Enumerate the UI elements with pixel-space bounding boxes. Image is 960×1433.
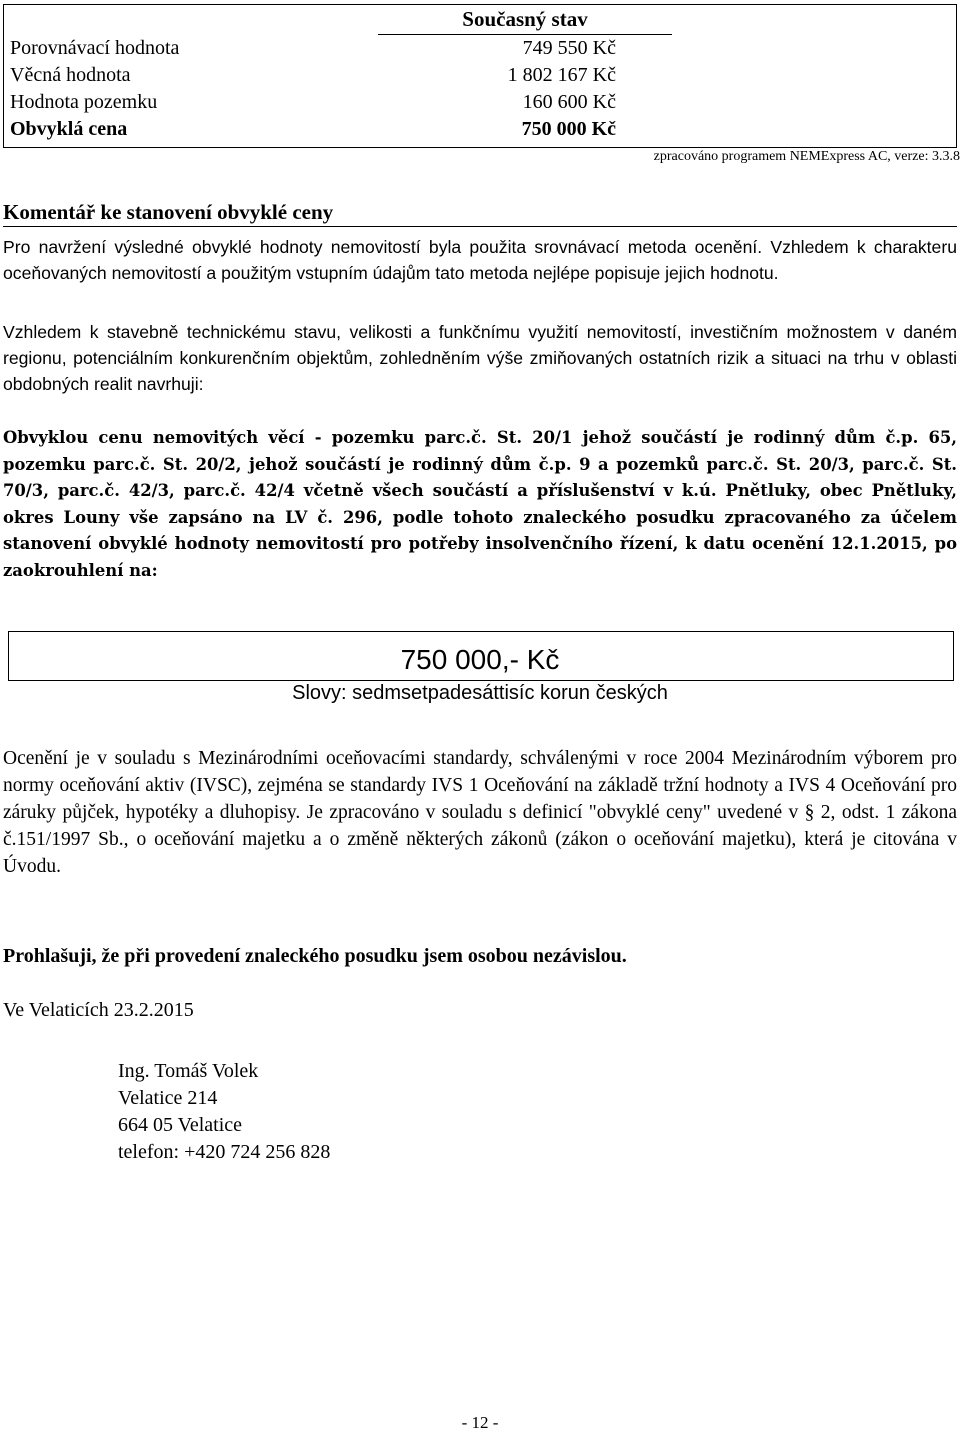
signatory-phone: telefon: +420 724 256 828	[118, 1141, 331, 1163]
signatory-city: 664 05 Velatice	[118, 1114, 243, 1136]
row-value-comparative: 749 550 Kč	[522, 37, 616, 59]
row-label-usual-price: Obvyklá cena	[10, 118, 128, 140]
page-number: - 12 -	[461, 1413, 499, 1432]
row-value-land: 160 600 Kč	[522, 91, 616, 113]
section-title-rule	[3, 226, 957, 227]
justification-paragraph: Vzhledem k stavebně technickému stavu, velikosti a funkčnímu využití nemovitostí, investičním možnostem v daném regionu, potenciálním konkurenčním objektům, zohledněním výše zmiňovaných ostatních rizik a situaci na trhu v oblasti obdobných realit navrhuji:	[3, 322, 957, 394]
row-value-material: 1 802 167 Kč	[507, 64, 616, 86]
row-label-land: Hodnota pozemku	[10, 91, 158, 113]
row-value-usual-price: 750 000 Kč	[521, 118, 616, 140]
column-header: Současný stav	[462, 7, 588, 31]
method-paragraph: Pro navržení výsledné obvyklé hodnoty nemovitostí byla použita srovnávací metoda ocenění. Vzhledem k charakteru oceňovaných nemovitostí a použitým vstupním údajům tato metoda nejlépe popisuje jejich hodnotu.	[3, 237, 957, 283]
proposal-paragraph: Obvyklou cenu nemovitých věcí - pozemku parc.č. St. 20/1 jehož součástí je rodinný dům č.p. 65, pozemku parc.č. St. 20/2, jehož součástí je rodinný dům č.p. 9 a pozemků parc.č. St. 20/3, parc.č. St. 70/3, parc.č. 42/3, parc.č. 42/4 včetně všech součástí a příslušenství v k.ú. Pnětluky, obec Pnětluky, okres Louny vše zapsáno na LV č. 296, podle tohoto znaleckého posudku zpracovaného za účelem stanovení obvyklé hodnoty nemovitostí pro potřeby insolvenčního řízení, k datu ocenění 12.1.2015, po zaokrouhlení na:	[3, 428, 957, 580]
independence-declaration: Prohlašuji, že při provedení znaleckého posudku jsem osobou nezávislou.	[3, 945, 627, 967]
software-note: zpracováno programem NEMExpress AC, verze: 3.3.8	[653, 149, 960, 164]
price-in-words: Slovy: sedmsetpadesáttisíc korun českých	[292, 682, 668, 704]
final-price: 750 000,- Kč	[400, 644, 560, 675]
row-label-material: Věcná hodnota	[10, 64, 131, 86]
standards-paragraph: Ocenění je v souladu s Mezinárodními oceňovacími standardy, schválenými v roce 2004 Mezinárodním výborem pro normy oceňování aktiv (IVSC), zejména se standardy IVS 1 Oceňování na základě tržní hodnoty a IVS 4 Oceňování pro záruky půjček, hypotéky a dluhopisy. Je zpracováno v souladu s definicí "obvyklé ceny" uvedené v § 2, odst. 1 zákona č.151/1997 Sb., o oceňování majetku a o změně některých zákonů (zákon o oceňování majetku), která je citována v Úvodu.	[3, 748, 957, 877]
signatory-street: Velatice 214	[118, 1087, 218, 1109]
signatory-name: Ing. Tomáš Volek	[118, 1060, 259, 1082]
row-label-comparative: Porovnávací hodnota	[10, 37, 180, 59]
section-title: Komentář ke stanovení obvyklé ceny	[3, 200, 334, 224]
place-date: Ve Velaticích 23.2.2015	[3, 999, 194, 1021]
